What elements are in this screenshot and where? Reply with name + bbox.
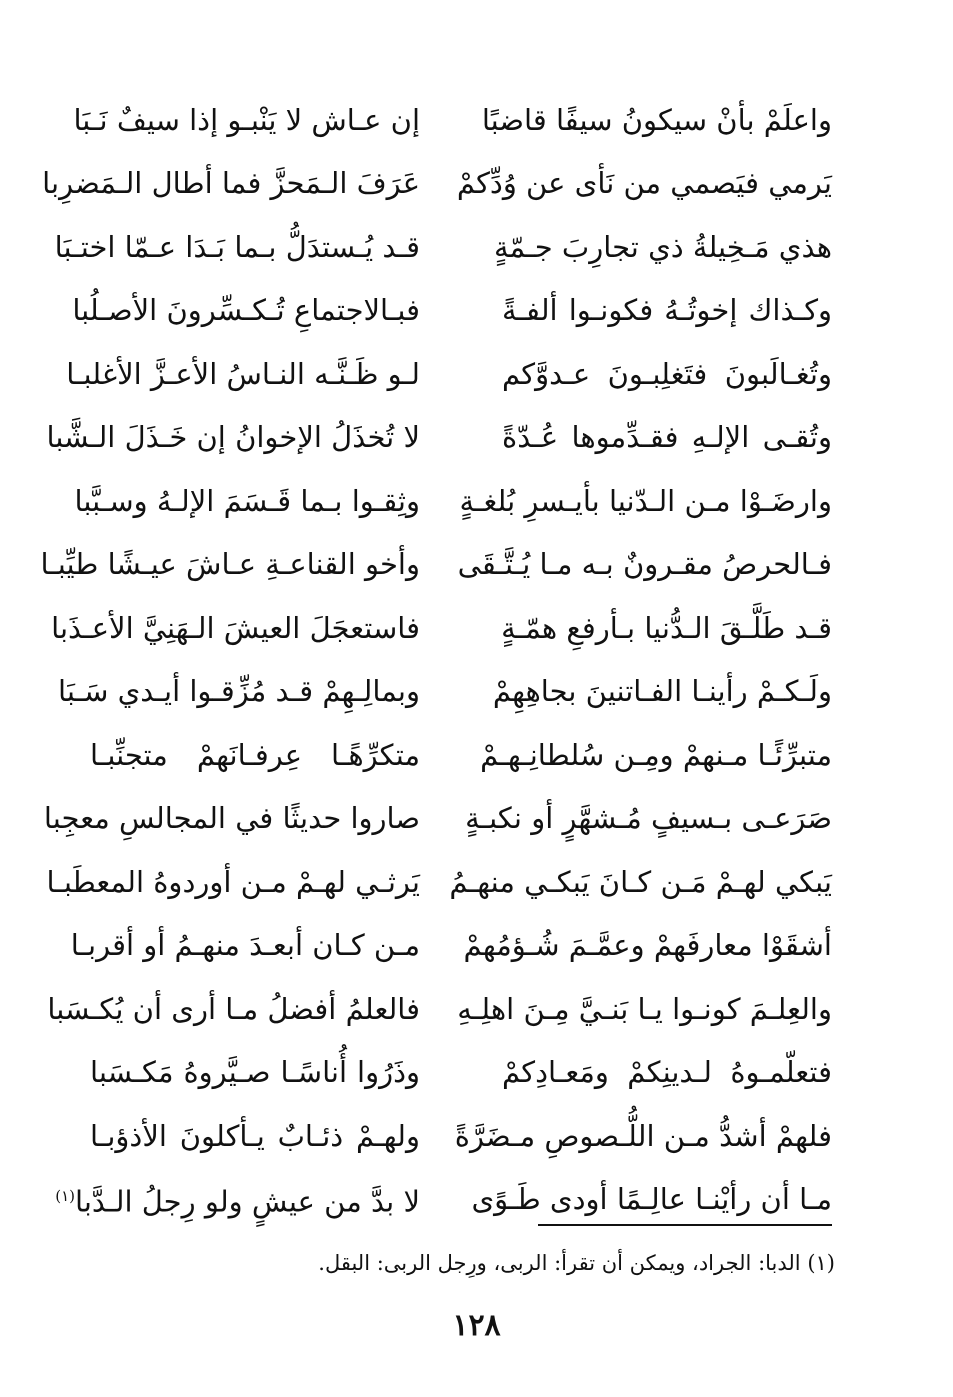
verse-second-text: لا بدَّ من عيشٍ ولو رِجلُ الـدَّبا: [74, 1185, 420, 1220]
verse-first-hemistich: والعِلـمَ كونـوا يـا بَنـيَّ مِـنَ اهلِـهِ: [457, 991, 832, 1026]
verse-second-hemistich: [90, 735, 420, 775]
verse-second-hemistich: [47, 989, 420, 1029]
verse-first-hemistich: فـالحرصُ مقـرونٌ بـه مـا يُـتَّـقَى: [457, 547, 832, 582]
verse-second-hemistich: [58, 671, 420, 711]
verse: [72, 279, 832, 343]
verse-second-hemistich: [46, 862, 420, 902]
verse-first-hemistich: وتُقـى الإلـهِ فقـدِّموها عُـدّةً: [502, 420, 832, 455]
verse-second-hemistich: [72, 290, 420, 330]
verse-first-hemistich: متبرِّئًـا مـنهمْ ومِـن سُلطانِـهـمْ: [480, 737, 832, 772]
verse: [40, 533, 832, 597]
verse: [73, 88, 832, 152]
verse-first-hemistich: وتُغـالَبونَ فتَغلِبـونَ عـدوَّكم: [502, 356, 832, 391]
page-number: ١٢٨: [452, 1308, 501, 1343]
verse-first-hemistich: وارضَـوْا مـن الـدّنيا بأيـسرِ بُلغـةٍ: [459, 483, 832, 518]
verse-second-hemistich: [51, 608, 420, 648]
verse: [55, 1168, 832, 1232]
footnote-separator: [538, 1224, 832, 1226]
verse-first-hemistich: ولَـكـمْ رأينـا الفـاتنينَ بجاهِهِمْ: [492, 674, 832, 709]
verse: [66, 342, 832, 406]
verse-second-hemistich: [43, 798, 420, 838]
verse: [46, 850, 832, 914]
verse: [90, 723, 832, 787]
verse-second-text: لـو ظَـنَّـه النـاسُ الأعـزَّ الأغلبـا: [66, 356, 420, 391]
verse-second-hemistich: [73, 100, 420, 140]
verse-first-hemistich: هذي مَـخِيلةُ ذي تجارِبَ جـمّةٍ: [493, 229, 832, 264]
verse-first-hemistich: يَرمي فيَصمي من نَأى عن وُدِّكمْ: [456, 166, 832, 201]
verse: [51, 596, 832, 660]
verse-second-hemistich: [74, 481, 420, 521]
verse-second-text: وأخو القناعـةِ عـاشَ عيـشًا طيِّبـا: [40, 547, 420, 582]
verse-second-hemistich: [42, 163, 420, 203]
verse-second-hemistich: [70, 925, 420, 965]
verse-second-hemistich: [66, 354, 420, 394]
verse-second-hemistich: [40, 544, 420, 584]
verse-second-text: فالعلمُ أفضلُ مـا أرى أن يُكـسَبا: [47, 991, 420, 1026]
verse-first-hemistich: مـا أن رأيْنـا عالِـمًا أودى طَـوًى: [471, 1182, 832, 1217]
verse: [58, 660, 832, 724]
verse: [42, 152, 832, 216]
verse: [46, 406, 832, 470]
footnote-reference: (١): [55, 1187, 75, 1206]
verse-second-hemistich: [90, 1116, 420, 1156]
verse-second-text: مـن كـان أبعـدَ منهـمُ أو أقربـا: [70, 928, 420, 963]
verse: [70, 914, 832, 978]
verse-second-text: يَرثـي لهـمْ مـن أوردوهُ المعطَبـا: [46, 864, 420, 899]
verse: [74, 469, 832, 533]
verse-first-hemistich: وكـذاك إخوتُـهُ فكونـوا ألفـةً: [502, 293, 832, 328]
verse-second-hemistich: [46, 417, 420, 457]
verse-first-hemistich: أشقَوْا معارفَهمْ وعمَّـمَ شُـؤمُهمْ: [463, 928, 832, 963]
verse: [90, 1041, 832, 1105]
poem: [40, 88, 832, 1231]
verse: [47, 977, 832, 1041]
verse: [90, 1104, 832, 1168]
verse-second-text: وبمالِـهِمْ قـد مُزِّقـوا أيـدي سَـبَا: [58, 674, 420, 709]
verse-first-hemistich: صَرَعـى بـسيفٍ مُـشهَّرٍ أو نكبـةٍ: [465, 801, 832, 836]
verse-second-text: قـد يُـستدَلُّ بـما بَـدَا عـمّا اختـبَا: [54, 229, 420, 264]
verse: [43, 787, 832, 851]
verse-first-hemistich: فتعلّمـوهُ لـدينِكمْ ومَعـادِكمْ: [502, 1055, 832, 1090]
verse-first-hemistich: فلهمْ أشدُّ مـن اللُّـصوصِ مـضَرَّةً: [454, 1118, 832, 1153]
verse-second-text: ولهـمْ ذئـابٌ يـأكلونَ الأذؤبـا: [90, 1118, 420, 1153]
verse-second-text: فاستعجَلَ العيشَ الـهَنِيَّ الأعـذَبا: [51, 610, 420, 645]
verse-second-hemistich: [55, 1176, 420, 1222]
verse-second-text: عَرَفَ الـمَحزَّ فما أطال الـمَضرِبا: [42, 166, 420, 201]
verse-second-text: صاروا حديثًا في المجالسِ معجِبا: [43, 801, 420, 836]
footnote: (١) الدبا: الجراد، ويمكن أن تقرأ: الربى، ورِجل الربى: البقل.: [318, 1251, 835, 1275]
verse-second-text: وذَرُوا أُناسًـا صـيَّروهُ مَكـسَبا: [90, 1055, 420, 1090]
verse-second-text: فبـالاجتماعِ تُـكـسِّرونَ الأصـلُبا: [72, 293, 420, 328]
verse-first-hemistich: يَبكي لهـمْ مَـن كـانَ يَبكـي منهـمُ: [449, 864, 832, 899]
verse-second-text: وثِقـوا بـما قَـسَمَ الإلـهُ وسـبَّبا: [74, 483, 420, 518]
verse-second-text: متكرِّهًـا عِرفـانَهمْ متجنِّبـا: [90, 737, 420, 772]
verse-second-text: لا تُخذَلُ الإخوانُ إن خَـذَلَ الـشَّبا: [46, 420, 420, 455]
verse-first-hemistich: قـد طَلَّـقَ الـدُّنيا بـأرفعِ همّـةٍ: [501, 610, 832, 645]
verse-first-hemistich: واعلَمْ بأنْ سيكونُ سيفًا قاضبًا: [481, 102, 832, 137]
verse-second-hemistich: [90, 1052, 420, 1092]
verse-second-hemistich: [54, 227, 420, 267]
verse-second-text: إن عـاش لا يَنْبـو إذا سيفٌ نَـبَا: [73, 102, 420, 137]
verse: [54, 215, 832, 279]
